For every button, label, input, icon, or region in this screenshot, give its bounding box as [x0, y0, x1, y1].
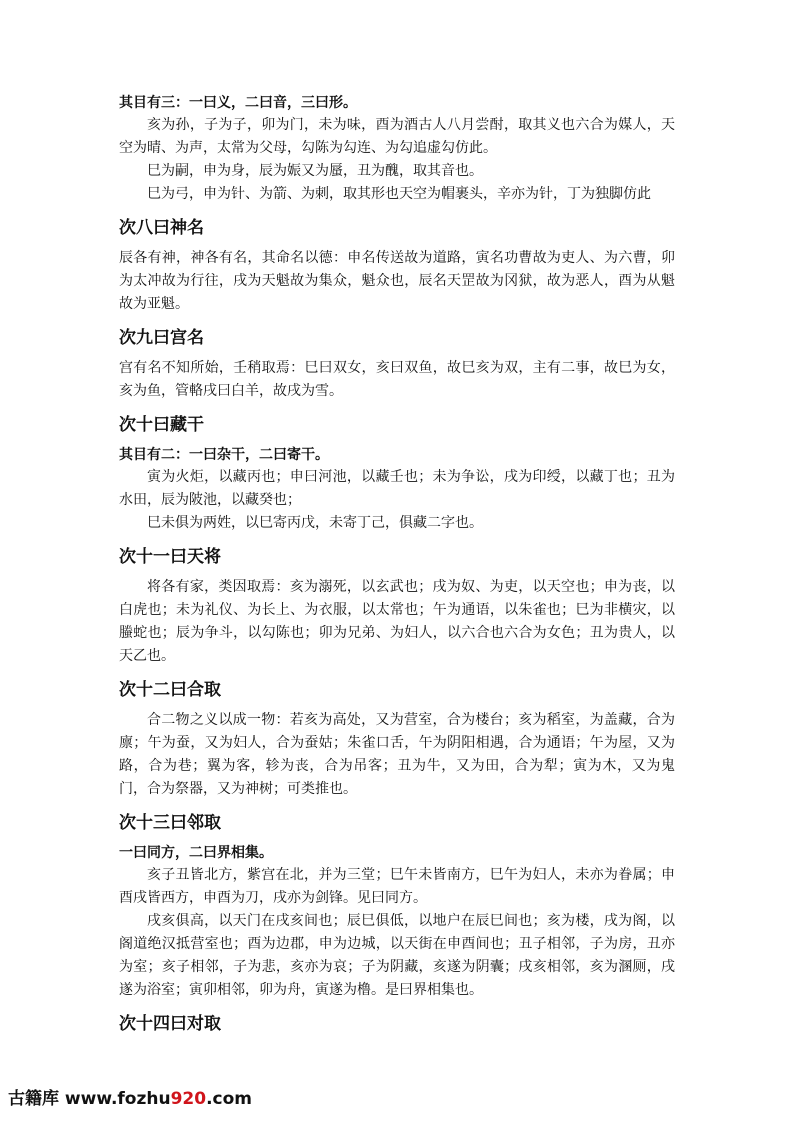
paragraph: 巳未俱为两姓，以巳寄丙戊，未寄丁己，俱藏二字也。: [147, 515, 483, 531]
document-body: [119, 92, 675, 1043]
paragraph: 戌亥俱高，以天门在戌亥间也；辰巳俱低，以地户在辰巳间也；亥为楼，戌为阁，以阁道绝汉抵营室也；酉为边郡，申为边城，以天街在申酉间也；丑子相邻，子为房，丑亦为室；亥子相邻，子为悲，亥亦为哀；子为阴藏，亥遂为阴囊；戌亥相邻，亥为溷厕，戌遂为浴室；寅卯相邻，卯为舟，寅遂为橹。是曰界相集也。: [119, 913, 675, 998]
footer-watermark: [8, 1088, 252, 1110]
section-heading: 次十曰藏干: [119, 415, 204, 435]
footer-url-suffix: .com: [206, 1089, 253, 1109]
footer-url-link[interactable]: [65, 1089, 252, 1109]
footer-url-prefix: www.fozhu: [64, 1089, 171, 1109]
section-subheading: 一曰同方，二曰界相集。: [119, 845, 273, 861]
section-heading: 次十二曰合取: [119, 680, 221, 700]
paragraph: 合二物之义以成一物：若亥为高处，又为营室，合为楼台；亥为稻室，为盖藏，合为廪；午为蚕，又为妇人，合为蚕姑；朱雀口舌，午为阴阳相遇，合为通语；午为屋，又为路，合为巷；翼为客，轸为丧，合为吊客；丑为牛，又为田，合为犁；寅为木，又为鬼门，合为祭器，又为神树；可类推也。: [119, 712, 675, 797]
section-heading: 次十三曰邻取: [119, 813, 221, 833]
paragraph: 亥为孙，子为子，卯为门，未为味，酉为酒古人八月尝酎，取其义也六合为媒人，天空为晴、为声，太常为父母，勾陈为勾连、为勾追虚勾仿此。: [119, 117, 675, 156]
paragraph: 辰各有神，神各有名，其命名以德：申名传送故为道路，寅名功曹故为吏人、为六曹，卯为太冲故为行往，戌为天魁故为集众，魁众也，辰名天罡故为冈狱，故为恶人，酉为从魁故为亚魁。: [119, 250, 675, 312]
section-heading: 次十四曰对取: [119, 1014, 221, 1034]
section-heading: 次八曰神名: [119, 218, 204, 238]
paragraph: 寅为火炬，以藏丙也；申曰河池，以藏壬也；未为争讼，戌为印绶，以藏丁也；丑为水田，辰为陂池，以藏癸也；: [119, 469, 675, 508]
footer-url-number: 920: [170, 1089, 207, 1109]
section-subheading: 其目有三：一曰义，二曰音，三曰形。: [119, 95, 357, 111]
paragraph: 巳为嗣，申为身，辰为娠又为蜃，丑为醜，取其音也。: [147, 163, 483, 179]
paragraph: 亥子丑皆北方，紫宫在北，并为三堂；巳午未皆南方，巳午为妇人，未亦为眷属；申酉戌皆西方，申酉为刀，戌亦为剑锋。见曰同方。: [119, 867, 675, 906]
paragraph: 宫有名不知所始，壬稍取焉：巳曰双女，亥曰双鱼，故巳亥为双，主有二事，故巳为女，亥为鱼，管輅戌曰白羊，故戌为雪。: [119, 360, 675, 399]
section-heading: 次九曰宫名: [119, 328, 204, 348]
paragraph: 巳为弓，申为针、为箭、为刺，取其形也天空为帽裹头，辛亦为针，丁为独脚仿此: [147, 186, 651, 202]
section-subheading: 其目有二：一曰杂干，二曰寄干。: [119, 447, 329, 463]
paragraph: 将各有家，类因取焉：亥为溺死，以玄武也；戌为奴、为吏，以天空也；申为丧，以白虎也；未为礼仪、为长上、为衣服，以太常也；午为通语，以朱雀也；巳为非横灾，以螣蛇也；辰为争斗，以勾陈也；卯为兄弟、为妇人，以六合也六合为女色；丑为贵人，以天乙也。: [119, 579, 675, 664]
footer-site-name: 古籍库: [8, 1089, 59, 1109]
section-heading: 次十一曰天将: [119, 547, 221, 567]
